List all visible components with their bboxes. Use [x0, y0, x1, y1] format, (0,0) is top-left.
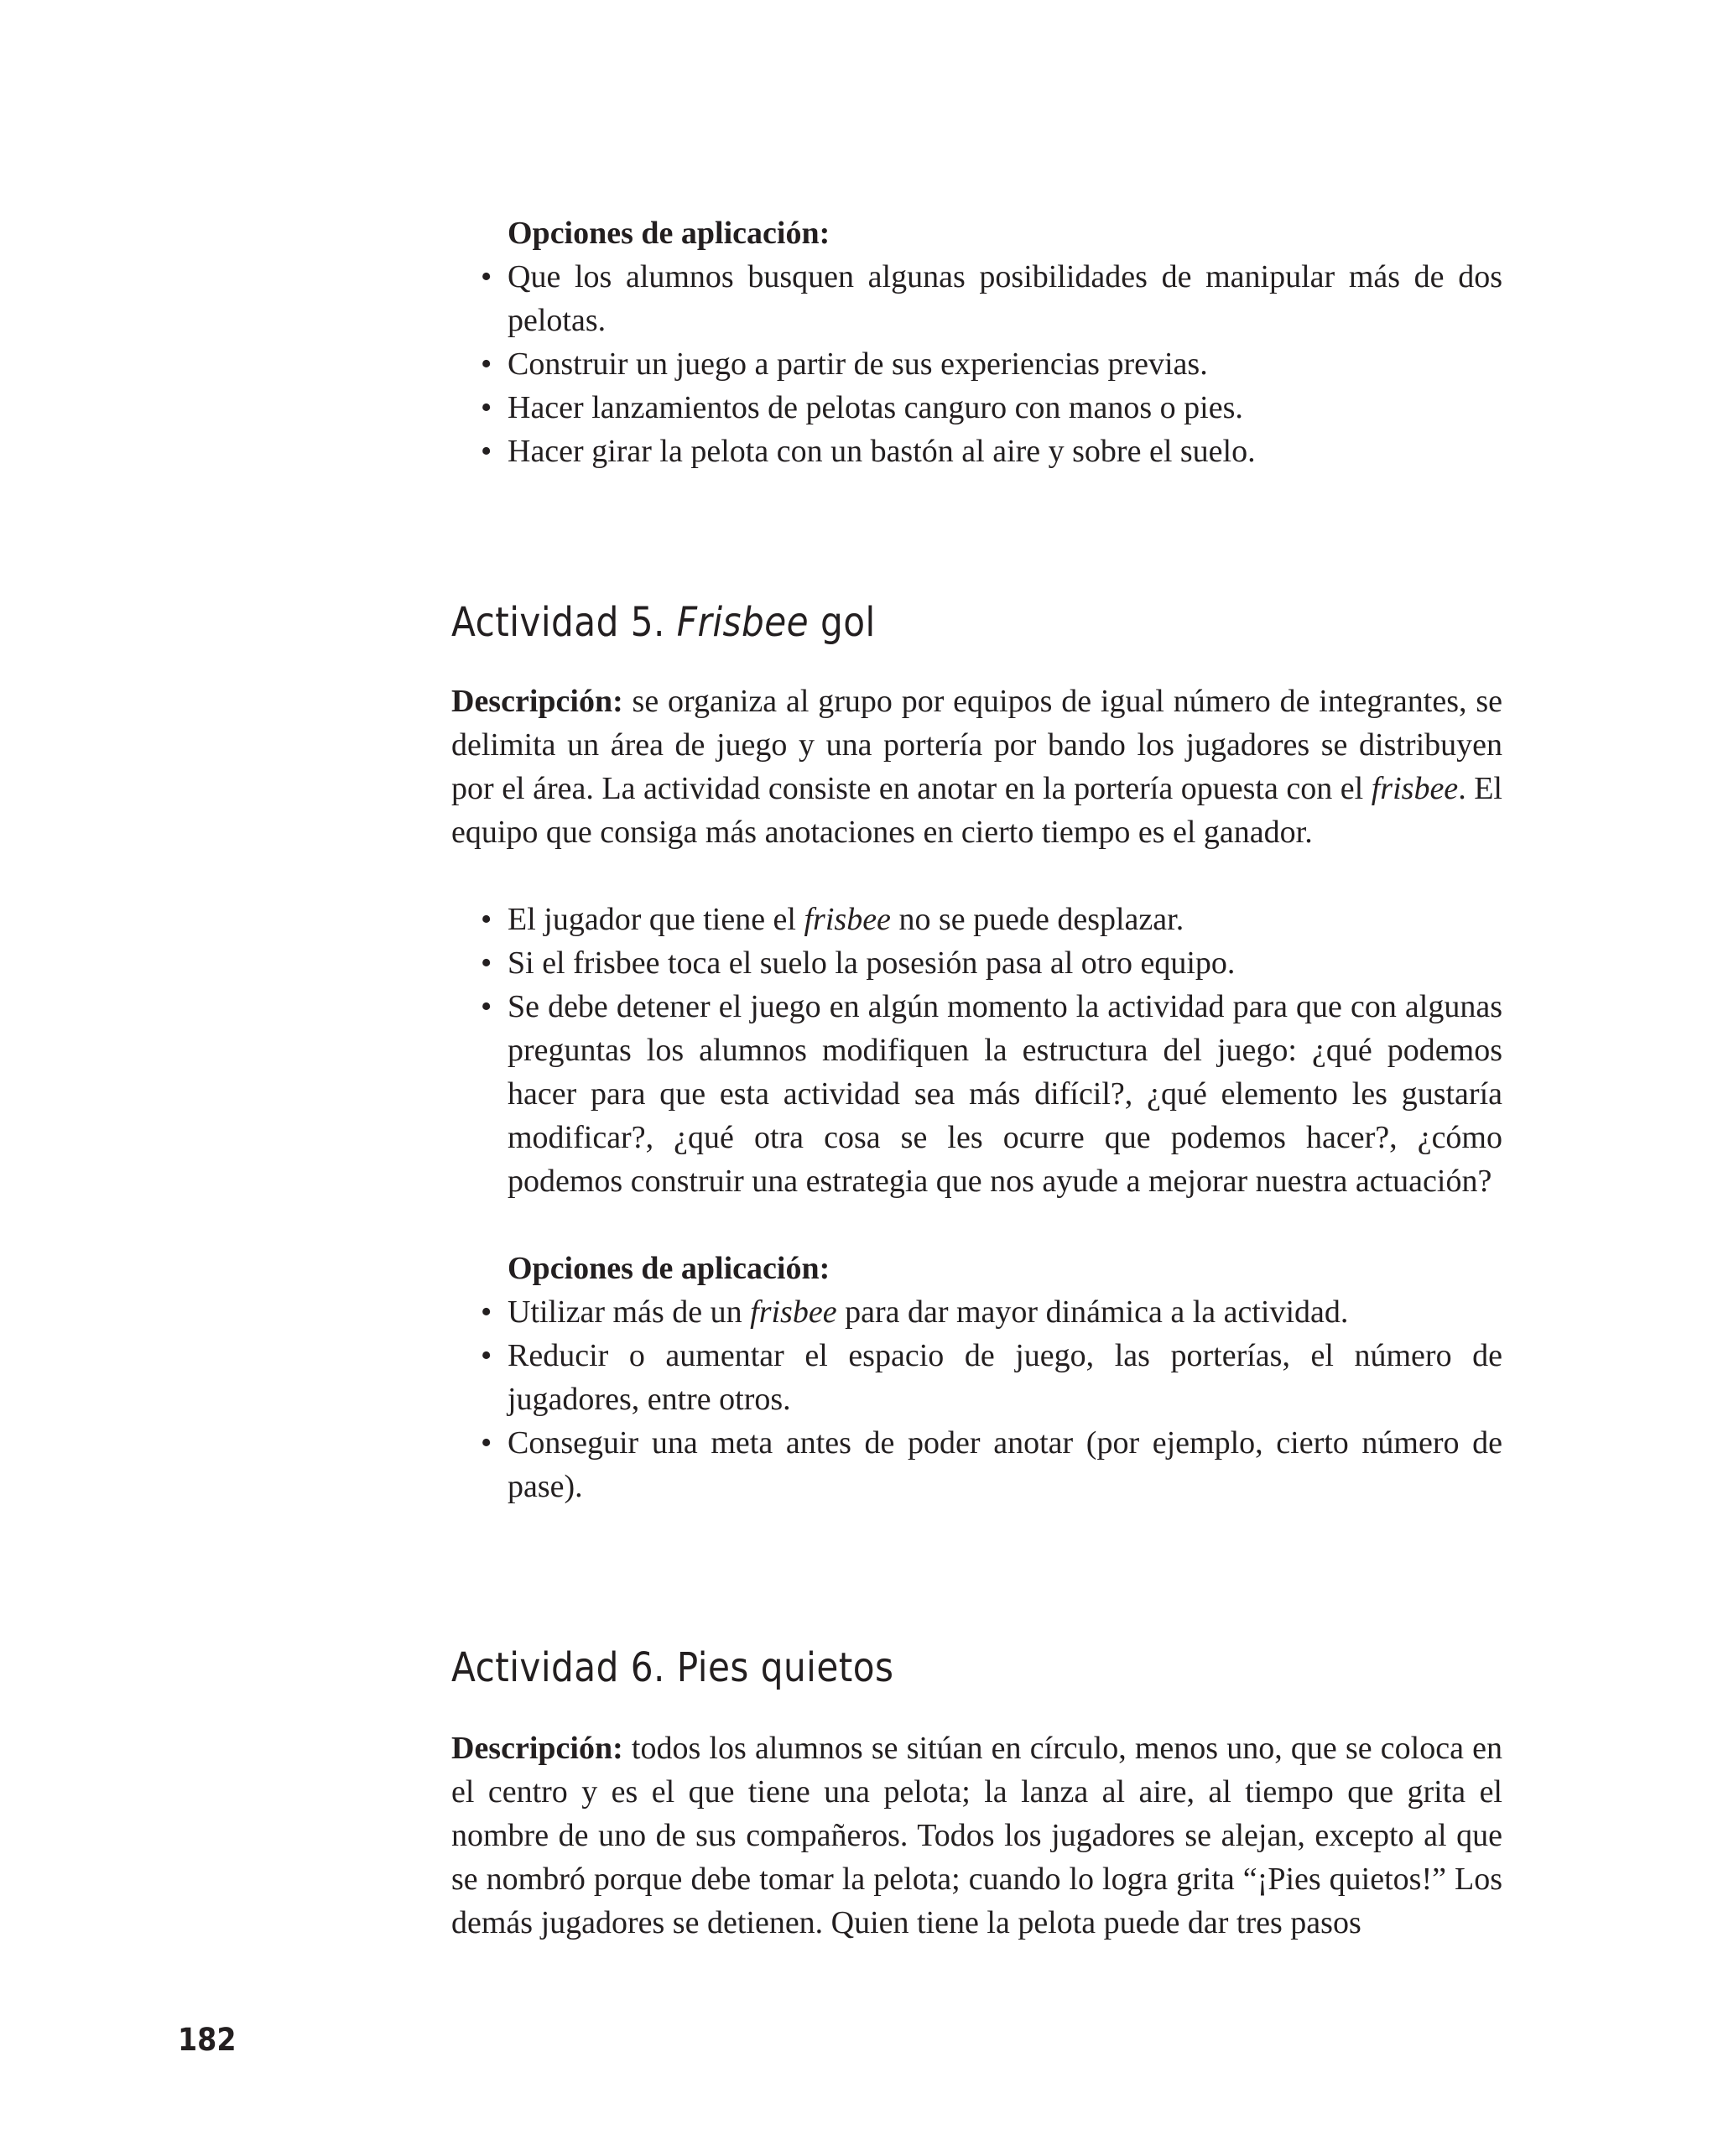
bullet-icon: • [481, 434, 492, 469]
activity-5-options [451, 1290, 1502, 1508]
activity-6-description: Descripción: todos los alumnos se sitúan en círculo, menos uno, que se coloca en el centro y es el que tiene una pelota; la lanza al aire, al tiempo que grita el nombre de uno de sus compañeros. Todos los jugadores se alejan, excepto al que se nombró porque debe tomar la pelota; cuando lo logra grita “¡Pies quietos!” Los demás jugadores se detienen. Quien tiene la pelota puede dar tres pasos [451, 1731, 1502, 1940]
list-item: • Conseguir una meta antes de poder anotar (por ejemplo, cierto número de pase). [451, 1421, 1502, 1508]
page-number: 182 [178, 2022, 237, 2058]
bullet-icon: • [481, 259, 492, 294]
bullet-icon: • [481, 1338, 492, 1373]
list-item [451, 386, 1502, 430]
bullet-icon: • [481, 1294, 492, 1330]
page-content [451, 211, 1502, 1945]
list-item: • Utilizar más de un frisbee para dar mayor dinámica a la actividad. [451, 1290, 1502, 1334]
activity-5-description: Descripción: se organiza al grupo por equipos de igual número de integrantes, se delimita un área de juego y una portería por bando los jugadores se distribuyen por el área. La actividad consiste en anotar en la portería opuesta con el frisbee. El equipo que consiga más anotaciones en cierto tiempo es el ganador. [451, 684, 1502, 850]
bullet-icon: • [481, 989, 492, 1024]
description-label: Descripción: [451, 684, 623, 719]
options-list [451, 255, 1502, 473]
list-item-text: Construir un juego a partir de sus experiencias previas. [508, 346, 1208, 382]
activity-5-heading: Actividad 5. Frisbee gol [451, 599, 876, 646]
options-subhead: Opciones de aplicación: [508, 1251, 830, 1286]
list-item: • Se debe detener el juego en algún momento la actividad para que con algunas preguntas los alumnos modifiquen la estructura del juego: ¿qué podemos hacer para que esta actividad sea más difícil?, ¿qué elemento les gustaría modificar?, ¿qué otra cosa se les ocurre que podemos hacer?, ¿cómo podemos construir una estrategia que nos ayude a mejorar nuestra actuación? [451, 985, 1502, 1203]
options-subhead: Opciones de aplicación: [508, 216, 830, 251]
activity-6-heading: Actividad 6. Pies quietos [451, 1644, 894, 1691]
activity-5-rules [451, 898, 1502, 1203]
bullet-icon: • [481, 390, 492, 425]
bullet-icon: • [481, 902, 492, 937]
list-item [451, 430, 1502, 473]
bullet-icon: • [481, 346, 492, 382]
list-item-text: Hacer girar la pelota con un bastón al aire y sobre el suelo. [508, 434, 1256, 469]
list-item [451, 342, 1502, 386]
list-item-text: Hacer lanzamientos de pelotas canguro con manos o pies. [508, 390, 1243, 425]
bullet-icon: • [481, 945, 492, 981]
list-item [451, 255, 1502, 342]
list-item: • Si el frisbee toca el suelo la posesión pasa al otro equipo. [451, 941, 1502, 985]
bullet-icon: • [481, 1425, 492, 1461]
list-item: • Reducir o aumentar el espacio de juego, las porterías, el número de jugadores, entre otros. [451, 1334, 1502, 1421]
list-item-text: Que los alumnos busquen algunas posibilidades de manipular más de dos pelotas. [508, 259, 1502, 338]
description-label: Descripción: [451, 1731, 623, 1766]
list-item: • El jugador que tiene el frisbee no se puede desplazar. [451, 898, 1502, 941]
